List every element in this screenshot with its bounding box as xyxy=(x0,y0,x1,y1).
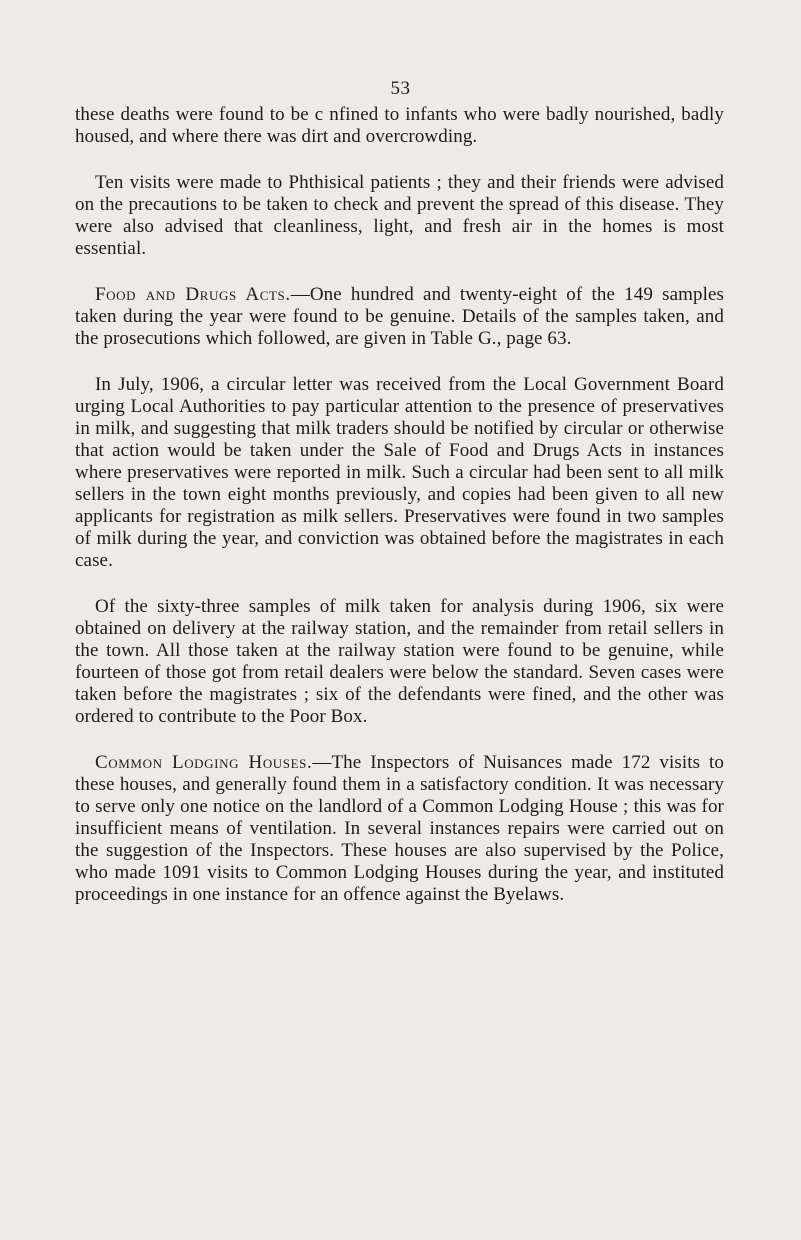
paragraph-food-drugs-body: —One hundred and twenty-eight of the 149 samples taken during the year were found to be genuine. Details of the samples taken, and the prosecutions which followed, are given in Table G., page 63. xyxy=(75,284,724,349)
page-number: 53 xyxy=(390,78,411,99)
paragraph-common-lodging-houses xyxy=(75,752,724,906)
document-body xyxy=(75,104,724,906)
paragraph-milk-samples: Of the sixty-three samples of milk taken for analysis during 1906, six were obtained on delivery at the railway station, and the remainder from retail sellers in the town. All those taken at the railway station were found to be genuine, while fourteen of those got from retail dealers were below the standard. Seven cases were taken before the magistrates ; six of the defendants were fined, and the other was ordered to contribute to the Poor Box. xyxy=(75,596,724,727)
paragraph-lodging-houses-body: —The Inspectors of Nuisances made 172 visits to these houses, and generally found them in a satisfactory condition. It was necessary to serve only one notice on the landlord of a Common Lodging House ; this was for insufficient means of ventilation. In several instances repairs were carried out on the suggestion of the Inspectors. These houses are also supervised by the Police, who made 1091 visits to Common Lodging Houses during the year, and instituted proceedings in one instance for an offence against the Byelaws. xyxy=(75,752,724,905)
section-heading-food-drugs: Food and Drugs Acts. xyxy=(95,284,291,305)
paragraph-phthisical-visits: Ten visits were made to Phthisical patients ; they and their friends were advised on the precautions to be taken to check and prevent the spread of this disease. They were also advised that cleanliness, light, and fresh air in the homes is most essential. xyxy=(75,172,724,259)
paragraph-circular-letter: In July, 1906, a circular letter was received from the Local Government Board urging Local Authorities to pay particular attention to the presence of preservatives in milk, and suggesting that milk traders should be notified by circular or otherwise that action would be taken under the Sale of Food and Drugs Acts in instances where preservatives were reported in milk. Such a circular had been sent to all milk sellers in the town eight months previously, and copies had been given to all new applicants for registration as milk sellers. Preservatives were found in two samples of milk during the year, and conviction was obtained before the magistrates in each case. xyxy=(75,374,724,571)
section-heading-lodging-houses: Common Lodging Houses. xyxy=(95,752,313,773)
paragraph-infant-deaths: these deaths were found to be c nfined to infants who were badly nourished, badly housed, and where there was dirt and overcrowding. xyxy=(75,104,724,147)
paragraph-food-drugs-acts xyxy=(75,284,724,350)
